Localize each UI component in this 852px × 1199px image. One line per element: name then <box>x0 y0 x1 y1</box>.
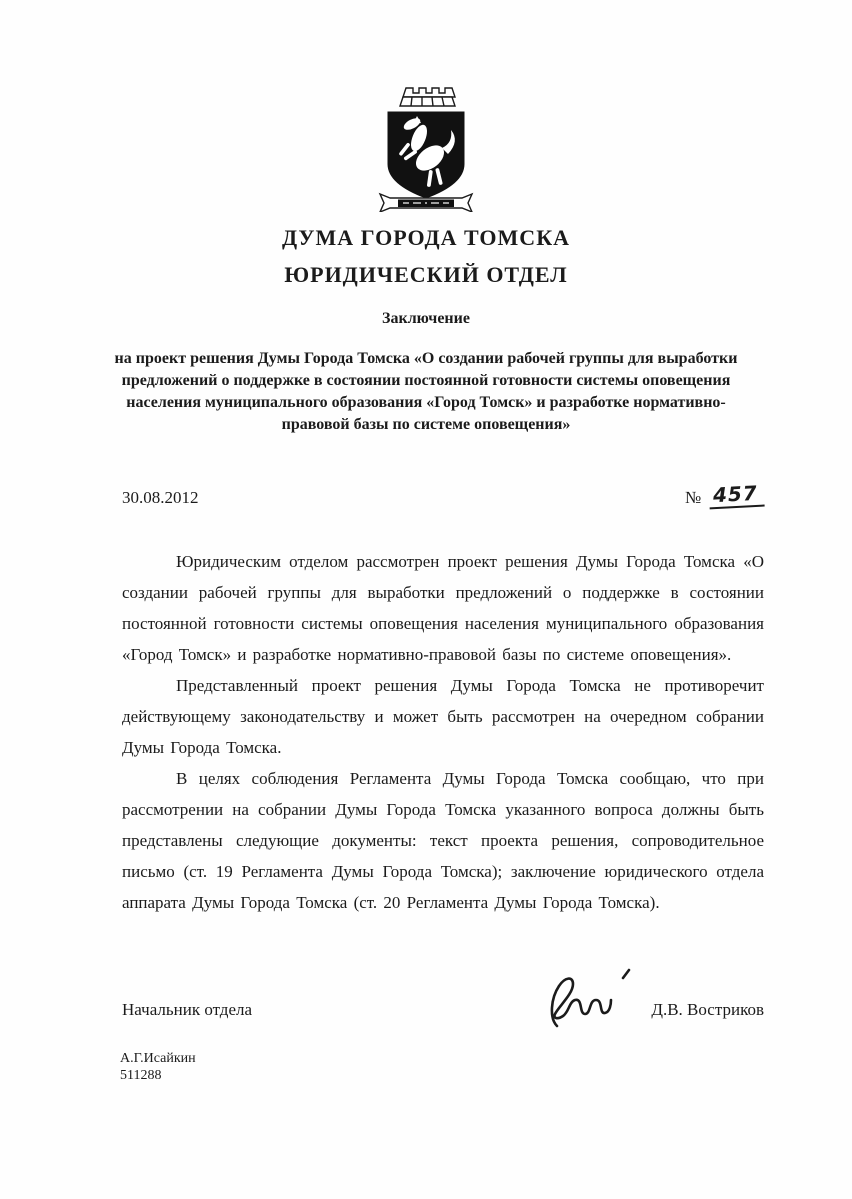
date-number-row <box>122 482 764 508</box>
organization-name: ДУМА ГОРОДА ТОМСКА <box>281 225 571 250</box>
mural-crown-icon <box>400 88 455 106</box>
signer-name: Д.В. Востриков <box>651 1000 764 1019</box>
department-name: ЮРИДИЧЕСКИЙ ОТДЕЛ <box>284 262 568 287</box>
document-number-label: № <box>685 488 702 507</box>
executor-name: А.Г.Исайкин <box>120 1051 196 1066</box>
tomsk-coat-of-arms-icon <box>366 86 486 217</box>
executor-block <box>120 1050 196 1084</box>
body-paragraph: Юридическим отделом рассмотрен проект решения Думы Города Томска «О создании рабочей группы для выработки предложений о поддержке в состоянии постоянной готовности системы оповещения населения муниципального образования «Город Томск» и разработке нормативно-правовой базы по системе оповещения». <box>122 552 764 664</box>
signer-position: Начальник отдела <box>122 1000 253 1019</box>
handwritten-signature-icon <box>535 964 635 1041</box>
body-paragraph: В целях соблюдения Регламента Думы Города Томска сообщаю, что при рассмотрении на собрании Думы Города Томска указанного вопроса должны быть представлены следующие документы: текст проекта решения, сопроводительное письмо (ст. 19 Регламента Думы Города Томска); заключение юридического отдела аппарата Думы Города Томска (ст. 20 Регламента Думы Города Томска). <box>122 769 764 912</box>
document-subject: на проект решения Думы Города Томска «О создании рабочей группы для выработки предложений о поддержке в состоянии постоянной готовности системы оповещения населения муниципального образования «Город Томск» и разработке нормативно-правовой базы по системе оповещения» <box>114 350 738 433</box>
document-number-value-handwritten: 457 <box>709 481 765 510</box>
executor-phone: 511288 <box>120 1068 162 1083</box>
document-type-title: Заключение <box>382 310 470 327</box>
document-number <box>685 482 764 508</box>
document-body <box>122 546 764 918</box>
signature-row <box>122 980 764 1040</box>
document-date: 30.08.2012 <box>122 488 199 507</box>
body-paragraph: Представленный проект решения Думы Города Томска не противоречит действующему законодательству и может быть рассмотрен на очередном собрании Думы Города Томска. <box>122 676 764 757</box>
